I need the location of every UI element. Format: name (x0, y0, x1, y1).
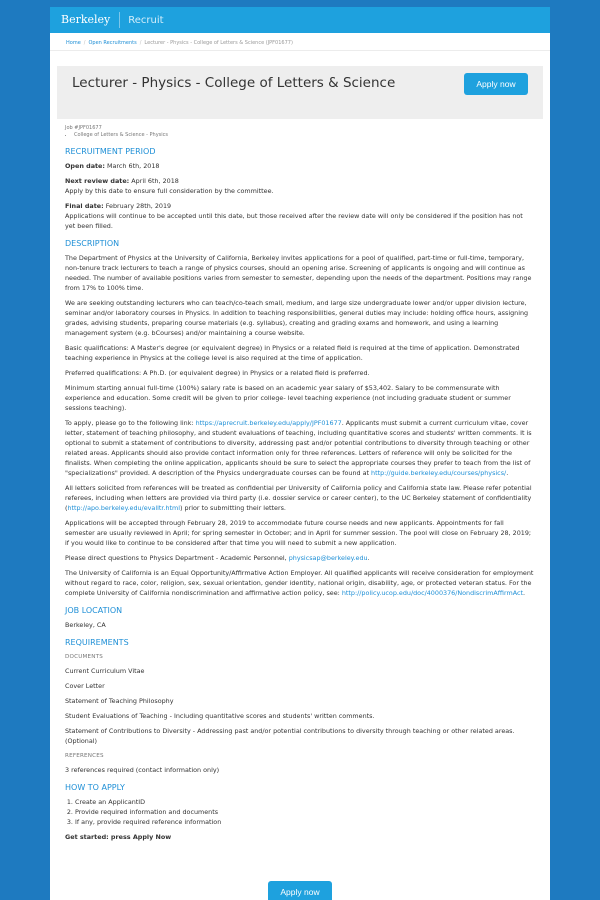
review-date-note: Apply by this date to ensure full consideration by the committee. (65, 187, 274, 195)
app-name[interactable]: Recruit (128, 14, 164, 26)
final-date-value: February 28th, 2019 (105, 202, 172, 210)
final-date (65, 201, 535, 231)
description-paragraph: We are seeking outstanding lecturers who can teach/co-teach small, medium, and large size undergraduate lower and/or upper division lecture, seminar and/or laboratory courses in Physics. In addition to teaching responsibilities, general duties may include: holding office hours, assigning grades, advising students, preparing course materials (e.g. syllabus), creating and grading exams and homework, and using a learning management system (e.g. bCourses) and/or maintaining a course website. (65, 299, 529, 337)
get-started-text (65, 832, 535, 842)
description-heading: DESCRIPTION (65, 239, 120, 248)
bottom-apply-wrap (50, 881, 550, 900)
final-date-note: Applications will continue to be accepted until this date, but those received after the review date will only be considered if the position has not yet been filled. (65, 212, 523, 230)
document-item: Current Curriculum Vitae (65, 667, 145, 675)
document-item: Cover Letter (65, 682, 105, 690)
apply-step: 1. Create an ApplicantID (75, 797, 535, 807)
confidentiality-link[interactable]: http://apo.berkeley.edu/evalltr.html (67, 504, 181, 512)
next-review-date (65, 176, 535, 196)
job-tags (65, 132, 535, 139)
main-page (50, 33, 550, 900)
text-span: All letters solicited from references will be treated as confidential per University of California policy and California state law. Please refer potential referees, including when letters are provided via third party (i.e. dossier service or career center), to the UC Berkeley statement of confidentiality ( (65, 484, 532, 512)
page-title: Lecturer - Physics - College of Letters & Science (72, 75, 396, 91)
open-date-label: Open date: (65, 162, 105, 170)
references-value: 3 references required (contact information only) (65, 766, 220, 774)
get-started-label: Get started: press Apply Now (65, 833, 172, 841)
description-paragraph (65, 568, 535, 598)
requirements-heading: REQUIREMENTS (65, 638, 129, 647)
apply-now-button[interactable]: Apply now (464, 73, 528, 95)
text-span: . (522, 589, 526, 597)
breadcrumb-current: Lecturer - Physics - College of Letters & Science (JPF01677) (144, 40, 293, 46)
document-item: Student Evaluations of Teaching - Including quantitative scores and students' written comments. (65, 712, 375, 720)
breadcrumb-separator: / (83, 40, 86, 46)
breadcrumb (50, 33, 550, 51)
physics-courses-link[interactable]: http://guide.berkeley.edu/courses/physics/ (371, 469, 507, 477)
text-span: . (367, 554, 370, 562)
policy-link[interactable]: http://policy.ucop.edu/doc/4000376/NondiscrimAffirmAct (341, 589, 523, 597)
breadcrumb-separator: / (139, 40, 142, 46)
review-date-label: Next review date: (65, 177, 130, 185)
text-span: The University of California is an Equal Opportunity/Affirmative Action Employer. All qualified applicants will receive consideration for employment without regard to race, color, religion, sex, sexual orientation, gender identity, national origin, disability, age, or protected veteran status. For the complete University of California nondiscrimination and affirmative action policy, see: (65, 569, 534, 597)
description-paragraph: The Department of Physics at the University of California, Berkeley invites applications for a pool of qualified, part-time or full-time, temporary, non-tenure track lecturers to teach a range of physics courses, should an opening arise. Screening of applicants is ongoing and will continue as needed. The number of available positions varies from semester to semester, depending upon the needs of the department. Positions may range from 17% to 100% time. (65, 254, 532, 292)
text-span: . (506, 469, 509, 477)
references-label: REFERENCES (65, 753, 104, 759)
review-date-value: April 6th, 2018 (131, 177, 179, 185)
text-span: ) prior to submitting their letters. (180, 504, 286, 512)
text-span: . Applicants must submit a current curriculum vitae, cover letter, statement of teaching philosophy, and student evaluations of teaching, including quantitative scores and students' written comments. It is optional to submit a statement of contributions to diversity, addressing past and/or potential contributions to diversity through teaching or other related areas. Applicants should also provide contact information only for three references. Letters of reference will only be solicited for the finalists. When completing the online application, applicants should be sure to select the appropriate courses they prefer to teach from the list of "specializations" provided. A description of the Physics undergraduate courses can be found at (65, 419, 532, 477)
apply-link[interactable]: https://aprecruit.berkeley.edu/apply/JPF01677 (195, 419, 342, 427)
document-item: Statement of Contributions to Diversity - Addressing past and/or potential contributions to diversity through teaching or other related areas. (Optional) (65, 727, 515, 745)
description-paragraph (65, 553, 535, 563)
description-paragraph: Minimum starting annual full-time (100%) salary rate is based on an academic year salary of $53,402. Salary to be commensurate with experience and education. Some credit will be given to prior college- level teaching experience (not including graduate student or summer sessions teaching). (65, 384, 511, 412)
recruitment-period-heading: RECRUITMENT PERIOD (65, 147, 156, 156)
apply-now-bottom-button[interactable]: Apply now (268, 881, 332, 900)
open-date (65, 161, 535, 171)
apply-step: 3. If any, provide required reference information (75, 817, 535, 827)
job-location-heading: JOB LOCATION (65, 606, 123, 615)
open-date-value: March 6th, 2018 (107, 162, 160, 170)
breadcrumb-home[interactable]: Home (66, 40, 81, 46)
email-link[interactable]: physicsap@berkeley.edu (288, 554, 368, 562)
job-content (65, 125, 535, 847)
job-tag: • College of Letters & Science - Physics (74, 132, 535, 139)
apply-step: 2. Provide required information and documents (75, 807, 535, 817)
text-span: Please direct questions to Physics Department - Academic Personnel, (65, 554, 289, 562)
breadcrumb-open-recruitments[interactable]: Open Recruitments (88, 40, 137, 46)
top-navbar (50, 7, 550, 33)
berkeley-logo[interactable]: Berkeley (50, 12, 120, 28)
description-paragraph: Preferred qualifications: A Ph.D. (or equivalent degree) in Physics or a related field is preferred. (65, 369, 370, 377)
apply-steps (65, 797, 535, 827)
job-id: Job #JPF01677 (65, 125, 102, 131)
document-item: Statement of Teaching Philosophy (65, 697, 174, 705)
job-header (57, 66, 543, 119)
documents-label: DOCUMENTS (65, 654, 104, 660)
text-span: To apply, please go to the following link: (65, 419, 196, 427)
description-paragraph (65, 483, 535, 513)
description-paragraph: Basic qualifications: A Master's degree (or equivalent degree) in Physics or a related field is required at the time of application. Demonstrated teaching experience in Physics at the college level is also required at the time of application. (65, 344, 520, 362)
description-paragraph (65, 418, 535, 478)
how-to-apply-heading: HOW TO APPLY (65, 783, 125, 792)
job-location-value: Berkeley, CA (65, 621, 106, 629)
final-date-label: Final date: (65, 202, 104, 210)
description-paragraph: Applications will be accepted through February 28, 2019 to accommodate future course needs and new applicants. Appointments for fall semester are usually reviewed in April; for spring semester in October; and in April for summer session. The pool will close on February 28, 2019; if you would like to continue to be considered after that time you will need to submit a new application. (65, 519, 532, 547)
